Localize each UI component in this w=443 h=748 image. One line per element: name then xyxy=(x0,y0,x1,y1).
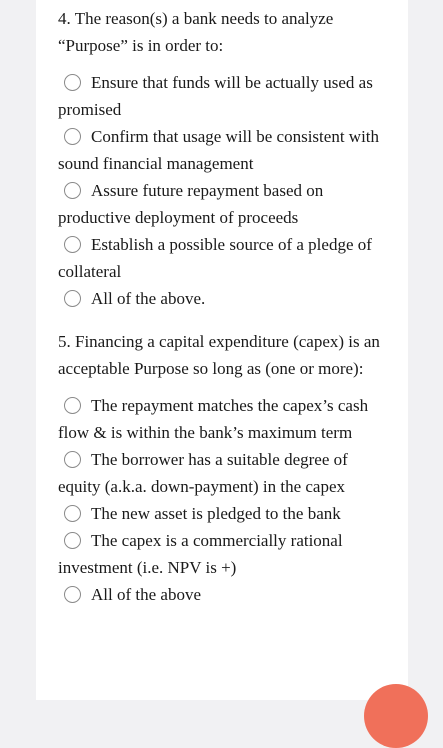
question-5 xyxy=(58,328,388,608)
option-label: All of the above xyxy=(91,585,201,604)
option-label: Assure future repayment based on productive deployment of proceeds xyxy=(58,181,324,227)
option-q4-4[interactable] xyxy=(58,231,388,285)
floating-action-button[interactable] xyxy=(364,684,428,748)
radio-button-icon[interactable] xyxy=(64,128,81,145)
option-label: Establish a possible source of a pledge of collateral xyxy=(58,235,372,281)
option-label: The borrower has a suitable degree of equity (a.k.a. down-payment) in the capex xyxy=(58,450,348,496)
option-label: The capex is a commercially rational investment (i.e. NPV is +) xyxy=(58,531,343,577)
question-prompt: 4. The reason(s) a bank needs to analyze “Purpose” is in order to: xyxy=(58,9,334,55)
option-q5-4[interactable] xyxy=(58,527,388,581)
option-label: The repayment matches the capex’s cash flow & is within the bank’s maximum term xyxy=(58,396,369,442)
radio-button-icon[interactable] xyxy=(64,74,81,91)
radio-button-icon[interactable] xyxy=(64,182,81,199)
option-q4-5[interactable] xyxy=(58,285,388,312)
option-q4-1[interactable] xyxy=(58,69,388,123)
option-label: The new asset is pledged to the bank xyxy=(91,504,341,523)
question-4 xyxy=(58,5,388,312)
option-q4-3[interactable] xyxy=(58,177,388,231)
radio-button-icon[interactable] xyxy=(64,290,81,307)
radio-button-icon[interactable] xyxy=(64,451,81,468)
option-q5-3[interactable] xyxy=(58,500,388,527)
radio-button-icon[interactable] xyxy=(64,586,81,603)
radio-button-icon[interactable] xyxy=(64,236,81,253)
radio-button-icon[interactable] xyxy=(64,505,81,522)
option-q5-2[interactable] xyxy=(58,446,388,500)
option-q5-1[interactable] xyxy=(58,392,388,446)
option-q5-5[interactable] xyxy=(58,581,388,608)
option-q4-2[interactable] xyxy=(58,123,388,177)
question-prompt: 5. Financing a capital expenditure (capex) is an acceptable Purpose so long as (one or more): xyxy=(58,332,380,378)
option-label: Confirm that usage will be consistent with sound financial management xyxy=(58,127,380,173)
radio-button-icon[interactable] xyxy=(64,397,81,414)
radio-button-icon[interactable] xyxy=(64,532,81,549)
options-list xyxy=(58,69,388,312)
options-list xyxy=(58,392,388,608)
option-label: Ensure that funds will be actually used as promised xyxy=(58,73,373,119)
option-label: All of the above. xyxy=(91,289,206,308)
